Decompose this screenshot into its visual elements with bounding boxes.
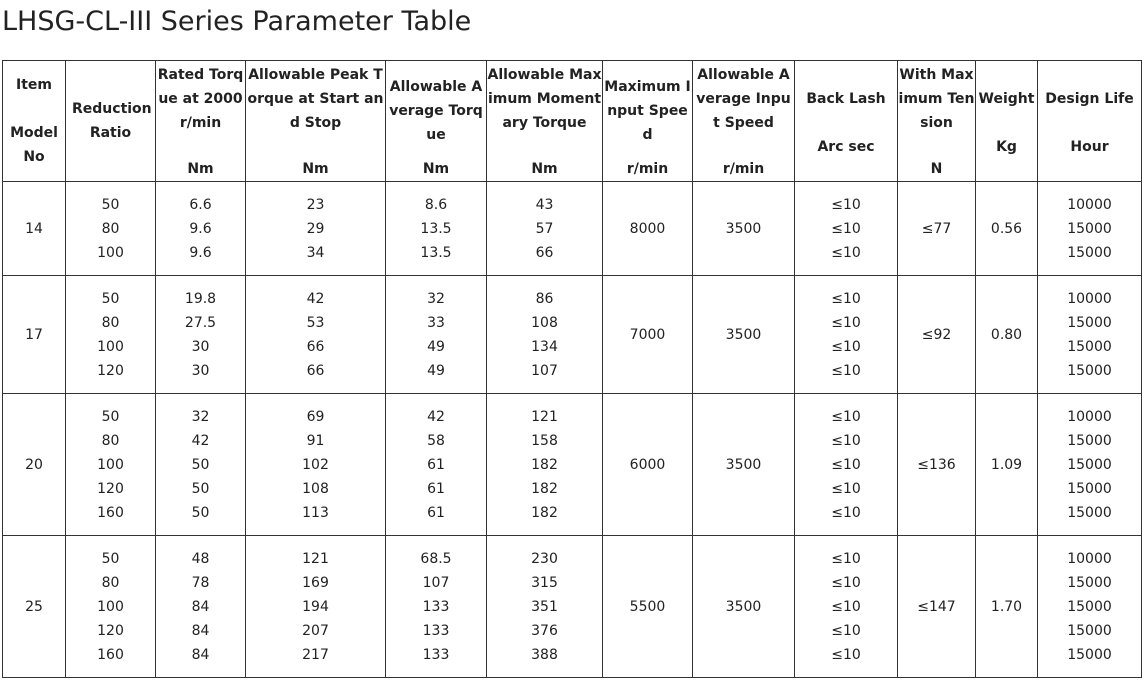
average-torque-cell: 68.5 107 133 133 133 bbox=[386, 536, 487, 678]
model-no: 20 bbox=[3, 394, 66, 536]
max-input-speed-cell: 5500 bbox=[603, 536, 693, 678]
peak-torque-cell: 121 169 194 207 217 bbox=[246, 536, 386, 678]
back-lash-cell: ≤10 ≤10 ≤10 bbox=[795, 182, 898, 276]
average-torque-cell: 8.6 13.5 13.5 bbox=[386, 182, 487, 276]
tension-cell: ≤136 bbox=[898, 394, 976, 536]
rated-torque-cell: 32 42 50 50 50 bbox=[156, 394, 246, 536]
weight-cell: 1.09 bbox=[976, 394, 1038, 536]
ratio-cell: 50 80 100 120 160 bbox=[66, 394, 156, 536]
tension-cell: ≤147 bbox=[898, 536, 976, 678]
header-row bbox=[3, 61, 1142, 182]
model-no: 14 bbox=[3, 182, 66, 276]
table-row bbox=[3, 394, 1142, 536]
header-item: Item Model No bbox=[3, 61, 66, 182]
table-row bbox=[3, 276, 1142, 394]
rated-torque-cell: 48 78 84 84 84 bbox=[156, 536, 246, 678]
weight-cell: 1.70 bbox=[976, 536, 1038, 678]
peak-torque-cell: 42 53 66 66 bbox=[246, 276, 386, 394]
average-torque-cell: 32 33 49 49 bbox=[386, 276, 487, 394]
design-life-cell: 10000 15000 15000 15000 bbox=[1038, 276, 1142, 394]
header-back-lash: Back Lash Arc sec bbox=[795, 61, 898, 182]
momentary-torque-cell: 230 315 351 376 388 bbox=[487, 536, 603, 678]
back-lash-cell: ≤10 ≤10 ≤10 ≤10 ≤10 bbox=[795, 536, 898, 678]
table-row bbox=[3, 536, 1142, 678]
design-life-cell: 10000 15000 15000 bbox=[1038, 182, 1142, 276]
ratio-cell: 50 80 100 120 bbox=[66, 276, 156, 394]
model-no: 17 bbox=[3, 276, 66, 394]
header-reduction-ratio: Reduction Ratio bbox=[66, 61, 156, 182]
model-no: 25 bbox=[3, 536, 66, 678]
design-life-cell: 10000 15000 15000 15000 15000 bbox=[1038, 536, 1142, 678]
ratio-cell: 50 80 100 120 160 bbox=[66, 536, 156, 678]
header-average-torque: Allowable Average Torque Nm bbox=[386, 61, 487, 182]
header-weight: Weight Kg bbox=[976, 61, 1038, 182]
momentary-torque-cell: 121 158 182 182 182 bbox=[487, 394, 603, 536]
peak-torque-cell: 23 29 34 bbox=[246, 182, 386, 276]
ratio-cell: 50 80 100 bbox=[66, 182, 156, 276]
header-design-life: Design Life Hour bbox=[1038, 61, 1142, 182]
header-max-input-speed: Maximum Input Speed r/min bbox=[603, 61, 693, 182]
header-rated-torque: Rated Torque at 2000 r/min Nm bbox=[156, 61, 246, 182]
table-row bbox=[3, 182, 1142, 276]
avg-input-speed-cell: 3500 bbox=[693, 182, 795, 276]
header-momentary-torque: Allowable Maximum Momentary Torque Nm bbox=[487, 61, 603, 182]
tension-cell: ≤77 bbox=[898, 182, 976, 276]
max-input-speed-cell: 8000 bbox=[603, 182, 693, 276]
tension-cell: ≤92 bbox=[898, 276, 976, 394]
avg-input-speed-cell: 3500 bbox=[693, 536, 795, 678]
design-life-cell: 10000 15000 15000 15000 15000 bbox=[1038, 394, 1142, 536]
back-lash-cell: ≤10 ≤10 ≤10 ≤10 bbox=[795, 276, 898, 394]
momentary-torque-cell: 86 108 134 107 bbox=[487, 276, 603, 394]
header-max-tension: With Maximum Tension N bbox=[898, 61, 976, 182]
momentary-torque-cell: 43 57 66 bbox=[487, 182, 603, 276]
header-peak-torque: Allowable Peak Torque at Start and Stop Nm bbox=[246, 61, 386, 182]
average-torque-cell: 42 58 61 61 61 bbox=[386, 394, 487, 536]
rated-torque-cell: 6.6 9.6 9.6 bbox=[156, 182, 246, 276]
weight-cell: 0.56 bbox=[976, 182, 1038, 276]
avg-input-speed-cell: 3500 bbox=[693, 394, 795, 536]
parameter-table bbox=[2, 60, 1142, 678]
peak-torque-cell: 69 91 102 108 113 bbox=[246, 394, 386, 536]
page-title: LHSG-CL-III Series Parameter Table bbox=[2, 6, 472, 37]
back-lash-cell: ≤10 ≤10 ≤10 ≤10 ≤10 bbox=[795, 394, 898, 536]
max-input-speed-cell: 6000 bbox=[603, 394, 693, 536]
avg-input-speed-cell: 3500 bbox=[693, 276, 795, 394]
max-input-speed-cell: 7000 bbox=[603, 276, 693, 394]
weight-cell: 0.80 bbox=[976, 276, 1038, 394]
rated-torque-cell: 19.8 27.5 30 30 bbox=[156, 276, 246, 394]
header-avg-input-speed: Allowable Average Input Speed r/min bbox=[693, 61, 795, 182]
